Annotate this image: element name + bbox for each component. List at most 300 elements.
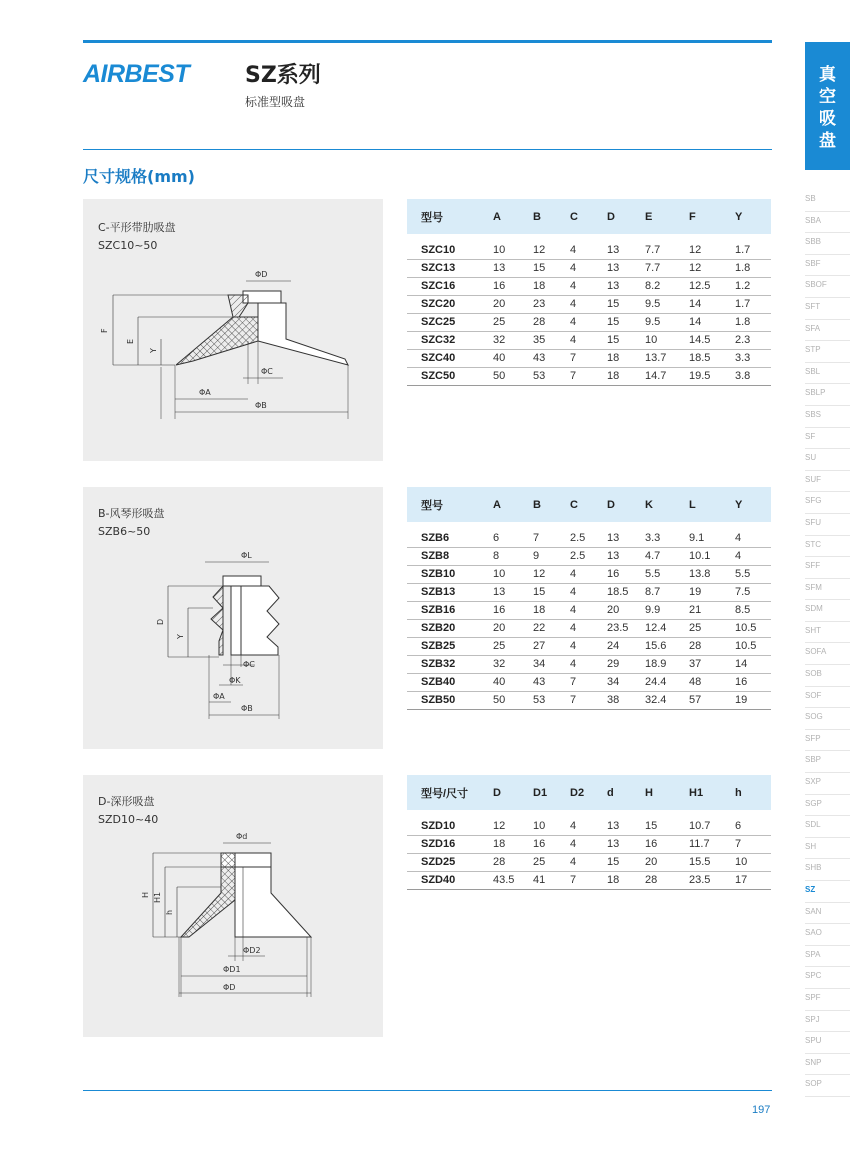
value-cell: 4 (570, 331, 607, 349)
value-cell: 14.5 (689, 331, 735, 349)
brand-logo: AIRBEST (83, 60, 190, 88)
value-cell: 11.7 (689, 835, 735, 853)
category-tab[interactable] (805, 42, 850, 170)
value-cell: 23 (533, 295, 570, 313)
value-cell: 37 (689, 655, 735, 673)
side-nav-item-sog[interactable]: SOG (805, 708, 850, 730)
column-header: H1 (689, 775, 735, 810)
model-cell: SZD25 (407, 853, 493, 871)
value-cell: 10 (735, 853, 771, 871)
value-cell: 1.8 (735, 313, 771, 331)
value-cell: 4 (570, 619, 607, 637)
value-cell: 13 (493, 583, 533, 601)
value-cell: 21 (689, 601, 735, 619)
column-header: F (689, 199, 735, 234)
column-header: D2 (570, 775, 607, 810)
side-nav-item-sbb[interactable]: SBB (805, 233, 850, 255)
model-cell: SZB32 (407, 655, 493, 673)
value-cell: 43.5 (493, 871, 533, 889)
model-cell: SZC16 (407, 277, 493, 295)
value-cell: 7.5 (735, 583, 771, 601)
value-cell: 18 (607, 349, 645, 367)
value-cell: 10.1 (689, 547, 735, 565)
value-cell: 18 (493, 835, 533, 853)
value-cell: 13 (607, 529, 645, 547)
side-nav-item-spj[interactable]: SPJ (805, 1011, 850, 1033)
value-cell: 8.5 (735, 601, 771, 619)
side-nav-item-sofa[interactable]: SOFA (805, 643, 850, 665)
dim-label-phi-c: ΦC (261, 367, 273, 376)
value-cell: 43 (533, 673, 570, 691)
side-nav-item-sfp[interactable]: SFP (805, 730, 850, 752)
value-cell: 15 (533, 583, 570, 601)
value-cell: 4 (570, 835, 607, 853)
side-nav-item-sfm[interactable]: SFM (805, 579, 850, 601)
value-cell: 13.7 (645, 349, 689, 367)
value-cell: 48 (689, 673, 735, 691)
side-nav-item-snp[interactable]: SNP (805, 1054, 850, 1076)
table-row (407, 259, 771, 277)
dim-label-phi-l: ΦL (241, 551, 252, 560)
table-row (407, 655, 771, 673)
value-cell: 13 (493, 259, 533, 277)
value-cell: 5.5 (735, 565, 771, 583)
model-cell: SZC25 (407, 313, 493, 331)
side-nav-item-sdm[interactable]: SDM (805, 600, 850, 622)
side-nav-item-sbof[interactable]: SBOF (805, 276, 850, 298)
model-cell: SZB6 (407, 529, 493, 547)
dim-label-phi-d2: ΦD2 (243, 946, 261, 955)
value-cell: 18.5 (689, 349, 735, 367)
column-header: Y (735, 199, 771, 234)
value-cell: 7 (570, 673, 607, 691)
value-cell: 10.5 (735, 619, 771, 637)
header-divider (83, 149, 772, 150)
column-header: C (570, 199, 607, 234)
model-cell: SZD40 (407, 871, 493, 889)
side-nav-item-sh[interactable]: SH (805, 838, 850, 860)
value-cell: 14 (689, 295, 735, 313)
side-nav-item-sao[interactable]: SAO (805, 924, 850, 946)
value-cell: 4 (570, 565, 607, 583)
column-header: D (607, 199, 645, 234)
side-nav-item-sxp[interactable]: SXP (805, 773, 850, 795)
value-cell: 24.4 (645, 673, 689, 691)
value-cell: 15 (607, 295, 645, 313)
table-row (407, 349, 771, 367)
value-cell: 4.7 (645, 547, 689, 565)
table-row (407, 295, 771, 313)
value-cell: 38 (607, 691, 645, 709)
side-nav-item-sdl[interactable]: SDL (805, 816, 850, 838)
category-tab-char: 盘 (819, 131, 836, 151)
value-cell: 34 (533, 655, 570, 673)
side-nav-item-sff[interactable]: SFF (805, 557, 850, 579)
value-cell: 7 (735, 835, 771, 853)
side-nav-item-sfa[interactable]: SFA (805, 320, 850, 342)
value-cell: 12.4 (645, 619, 689, 637)
panel-title: B-风琴形吸盘 (98, 507, 165, 520)
side-nav-item-sof[interactable]: SOF (805, 687, 850, 709)
model-cell: SZC10 (407, 241, 493, 259)
column-header: D1 (533, 775, 570, 810)
value-cell: 7.7 (645, 259, 689, 277)
value-cell: 4 (735, 547, 771, 565)
value-cell: 4 (570, 601, 607, 619)
column-header: C (570, 487, 607, 522)
value-cell: 13 (607, 259, 645, 277)
value-cell: 1.7 (735, 295, 771, 313)
table-row (407, 817, 771, 835)
value-cell: 40 (493, 349, 533, 367)
value-cell: 4 (570, 277, 607, 295)
value-cell: 1.2 (735, 277, 771, 295)
side-nav-item-san[interactable]: SAN (805, 903, 850, 925)
side-nav-item-sbp[interactable]: SBP (805, 751, 850, 773)
column-header: h (735, 775, 771, 810)
value-cell: 15.5 (689, 853, 735, 871)
model-cell: SZB40 (407, 673, 493, 691)
value-cell: 12 (689, 241, 735, 259)
value-cell: 4 (570, 583, 607, 601)
value-cell: 20 (645, 853, 689, 871)
category-tab-char: 吸 (819, 109, 836, 129)
value-cell: 9.5 (645, 313, 689, 331)
model-cell: SZC20 (407, 295, 493, 313)
dim-label-phi-k: ΦK (229, 676, 241, 685)
side-nav-item-sop[interactable]: SOP (805, 1075, 850, 1097)
value-cell: 7 (570, 367, 607, 385)
side-nav-item-sgp[interactable]: SGP (805, 795, 850, 817)
value-cell: 12.5 (689, 277, 735, 295)
side-nav-item-sb[interactable]: SB (805, 190, 850, 212)
dim-label-phi-d: ΦD (255, 270, 268, 279)
column-header: E (645, 199, 689, 234)
side-nav-item-sblp[interactable]: SBLP (805, 384, 850, 406)
value-cell: 7.7 (645, 241, 689, 259)
value-cell: 19 (689, 583, 735, 601)
diagram-panel-b (83, 487, 383, 749)
side-nav-item-spu[interactable]: SPU (805, 1032, 850, 1054)
side-nav-item-sba[interactable]: SBA (805, 212, 850, 234)
table-row (407, 637, 771, 655)
value-cell: 13 (607, 547, 645, 565)
value-cell: 3.3 (735, 349, 771, 367)
value-cell: 4 (570, 853, 607, 871)
table-row (407, 313, 771, 331)
spec-table-szc (407, 199, 771, 386)
diagram-panel-c (83, 199, 383, 461)
value-cell: 4 (570, 259, 607, 277)
table-row (407, 835, 771, 853)
value-cell: 28 (533, 313, 570, 331)
value-cell: 28 (493, 853, 533, 871)
model-cell: SZC32 (407, 331, 493, 349)
value-cell: 1.7 (735, 241, 771, 259)
column-header: B (533, 199, 570, 234)
value-cell: 23.5 (607, 619, 645, 637)
value-cell: 8.7 (645, 583, 689, 601)
table-row (407, 853, 771, 871)
side-nav-item-shb[interactable]: SHB (805, 859, 850, 881)
value-cell: 4 (735, 529, 771, 547)
value-cell: 15 (533, 259, 570, 277)
side-nav-item-stc[interactable]: STC (805, 536, 850, 558)
value-cell: 32 (493, 331, 533, 349)
panel-model-range: SZC10~50 (98, 239, 158, 252)
table-spacer (407, 522, 771, 529)
value-cell: 10 (493, 565, 533, 583)
side-nav-item-sfg[interactable]: SFG (805, 492, 850, 514)
value-cell: 20 (493, 619, 533, 637)
value-cell: 18.9 (645, 655, 689, 673)
deep-cup-drawing (83, 775, 383, 1037)
table-spacer (407, 810, 771, 817)
side-nav-item-sbf[interactable]: SBF (805, 255, 850, 277)
value-cell: 50 (493, 367, 533, 385)
side-nav-item-sht[interactable]: SHT (805, 622, 850, 644)
column-header: 型号 (407, 487, 493, 522)
value-cell: 20 (607, 601, 645, 619)
value-cell: 40 (493, 673, 533, 691)
value-cell: 25 (493, 637, 533, 655)
dim-label-f: F (100, 328, 109, 333)
value-cell: 8.2 (645, 277, 689, 295)
series-title: SZ系列 (245, 63, 321, 88)
value-cell: 10 (493, 241, 533, 259)
value-cell: 10.7 (689, 817, 735, 835)
dim-label-phi-c: ΦC (243, 660, 255, 669)
dim-label-h-small: h (165, 909, 174, 915)
column-header: A (493, 487, 533, 522)
flat-ribbed-cup-drawing (83, 199, 383, 461)
dim-label-d: D (156, 618, 165, 625)
model-cell: SZD10 (407, 817, 493, 835)
value-cell: 6 (493, 529, 533, 547)
value-cell: 10.5 (735, 637, 771, 655)
value-cell: 35 (533, 331, 570, 349)
panel-model-range: SZD10~40 (98, 813, 159, 826)
model-cell: SZB13 (407, 583, 493, 601)
value-cell: 13 (607, 241, 645, 259)
value-cell: 2.5 (570, 529, 607, 547)
bellows-cup-drawing (83, 487, 383, 749)
model-cell: SZB16 (407, 601, 493, 619)
column-header: B (533, 487, 570, 522)
dim-label-phi-a: ΦA (213, 692, 225, 701)
side-nav-item-suf[interactable]: SUF (805, 471, 850, 493)
value-cell: 7 (533, 529, 570, 547)
value-cell: 7 (570, 871, 607, 889)
diagram-panel-d (83, 775, 383, 1037)
table-row (407, 871, 771, 889)
value-cell: 41 (533, 871, 570, 889)
column-header: L (689, 487, 735, 522)
side-nav-item-stp[interactable]: STP (805, 341, 850, 363)
table-row (407, 367, 771, 385)
footer-rule (83, 1090, 772, 1091)
table-row (407, 583, 771, 601)
value-cell: 4 (570, 241, 607, 259)
category-tab-char: 空 (819, 87, 836, 107)
side-nav-item-sz[interactable]: SZ (805, 881, 850, 903)
table-row (407, 529, 771, 547)
section-title: 尺寸规格(mm) (83, 167, 195, 186)
side-nav-item-su[interactable]: SU (805, 449, 850, 471)
value-cell: 9 (533, 547, 570, 565)
panel-model-range: SZB6~50 (98, 525, 151, 538)
panel-title: C-平形带肋吸盘 (98, 221, 176, 234)
side-nav-item-spf[interactable]: SPF (805, 989, 850, 1011)
value-cell: 6 (735, 817, 771, 835)
value-cell: 3.3 (645, 529, 689, 547)
series-subtitle: 标准型吸盘 (245, 95, 306, 109)
value-cell: 12 (533, 241, 570, 259)
value-cell: 18 (533, 277, 570, 295)
model-cell: SZB20 (407, 619, 493, 637)
value-cell: 43 (533, 349, 570, 367)
value-cell: 14 (689, 313, 735, 331)
value-cell: 4 (570, 295, 607, 313)
model-cell: SZC40 (407, 349, 493, 367)
value-cell: 4 (570, 655, 607, 673)
model-cell: SZB10 (407, 565, 493, 583)
side-nav-item-spa[interactable]: SPA (805, 946, 850, 968)
value-cell: 1.8 (735, 259, 771, 277)
value-cell: 16 (533, 835, 570, 853)
model-cell: SZD16 (407, 835, 493, 853)
page-number: 197 (752, 1104, 771, 1116)
value-cell: 53 (533, 691, 570, 709)
value-cell: 2.5 (570, 547, 607, 565)
column-header: K (645, 487, 689, 522)
value-cell: 25 (689, 619, 735, 637)
series-index-nav (805, 190, 850, 1097)
side-nav-item-sft[interactable]: SFT (805, 298, 850, 320)
side-nav-item-sob[interactable]: SOB (805, 665, 850, 687)
value-cell: 14.7 (645, 367, 689, 385)
value-cell: 15.6 (645, 637, 689, 655)
table-row (407, 241, 771, 259)
value-cell: 15 (607, 331, 645, 349)
value-cell: 4 (570, 637, 607, 655)
category-tab-char: 真 (819, 65, 836, 85)
column-header: D (607, 487, 645, 522)
spec-table-szb (407, 487, 771, 710)
value-cell: 13 (607, 835, 645, 853)
value-cell: 15 (645, 817, 689, 835)
side-nav-item-sfu[interactable]: SFU (805, 514, 850, 536)
dim-label-h1: H1 (153, 891, 162, 903)
value-cell: 12 (493, 817, 533, 835)
value-cell: 18 (533, 601, 570, 619)
value-cell: 18 (607, 367, 645, 385)
value-cell: 13 (607, 817, 645, 835)
value-cell: 8 (493, 547, 533, 565)
dim-label-phi-d1: ΦD1 (223, 965, 241, 974)
model-cell: SZB8 (407, 547, 493, 565)
value-cell: 27 (533, 637, 570, 655)
table-row (407, 547, 771, 565)
side-nav-item-sbl[interactable]: SBL (805, 363, 850, 385)
table-row (407, 691, 771, 709)
value-cell: 25 (533, 853, 570, 871)
value-cell: 16 (493, 277, 533, 295)
table-spacer (407, 234, 771, 241)
value-cell: 25 (493, 313, 533, 331)
value-cell: 50 (493, 691, 533, 709)
value-cell: 15 (607, 853, 645, 871)
value-cell: 53 (533, 367, 570, 385)
model-cell: SZB50 (407, 691, 493, 709)
value-cell: 57 (689, 691, 735, 709)
value-cell: 14 (735, 655, 771, 673)
dim-label-phi-b: ΦB (241, 704, 253, 713)
value-cell: 10 (645, 331, 689, 349)
dim-label-y: Y (176, 634, 185, 639)
value-cell: 4 (570, 313, 607, 331)
column-header: D (493, 775, 533, 810)
value-cell: 9.5 (645, 295, 689, 313)
dim-label-phi-a: ΦA (199, 388, 211, 397)
model-cell: SZC50 (407, 367, 493, 385)
value-cell: 4 (570, 817, 607, 835)
table-row (407, 565, 771, 583)
value-cell: 16 (735, 673, 771, 691)
table-row (407, 331, 771, 349)
value-cell: 18 (607, 871, 645, 889)
value-cell: 13 (607, 277, 645, 295)
column-header: H (645, 775, 689, 810)
value-cell: 5.5 (645, 565, 689, 583)
dim-label-phi-b: ΦB (255, 401, 267, 410)
table-row (407, 277, 771, 295)
table-row (407, 619, 771, 637)
value-cell: 28 (689, 637, 735, 655)
value-cell: 18.5 (607, 583, 645, 601)
column-header: 型号/尺寸 (407, 775, 493, 810)
dim-label-phi-d: ΦD (223, 983, 236, 992)
value-cell: 7 (570, 349, 607, 367)
model-cell: SZB25 (407, 637, 493, 655)
panel-title: D-深形吸盘 (98, 795, 155, 808)
side-nav-item-sbs[interactable]: SBS (805, 406, 850, 428)
model-cell: SZC13 (407, 259, 493, 277)
value-cell: 13.8 (689, 565, 735, 583)
side-nav-item-sf[interactable]: SF (805, 428, 850, 450)
value-cell: 7 (570, 691, 607, 709)
dim-label-y: Y (149, 348, 158, 353)
value-cell: 16 (607, 565, 645, 583)
spec-table-szd (407, 775, 771, 890)
value-cell: 17 (735, 871, 771, 889)
value-cell: 15 (607, 313, 645, 331)
value-cell: 12 (689, 259, 735, 277)
value-cell: 2.3 (735, 331, 771, 349)
side-nav-item-spc[interactable]: SPC (805, 967, 850, 989)
value-cell: 29 (607, 655, 645, 673)
column-header: Y (735, 487, 771, 522)
value-cell: 16 (645, 835, 689, 853)
value-cell: 28 (645, 871, 689, 889)
value-cell: 19.5 (689, 367, 735, 385)
value-cell: 12 (533, 565, 570, 583)
value-cell: 9.1 (689, 529, 735, 547)
table-row (407, 601, 771, 619)
value-cell: 3.8 (735, 367, 771, 385)
value-cell: 19 (735, 691, 771, 709)
dim-label-e: E (126, 338, 135, 344)
